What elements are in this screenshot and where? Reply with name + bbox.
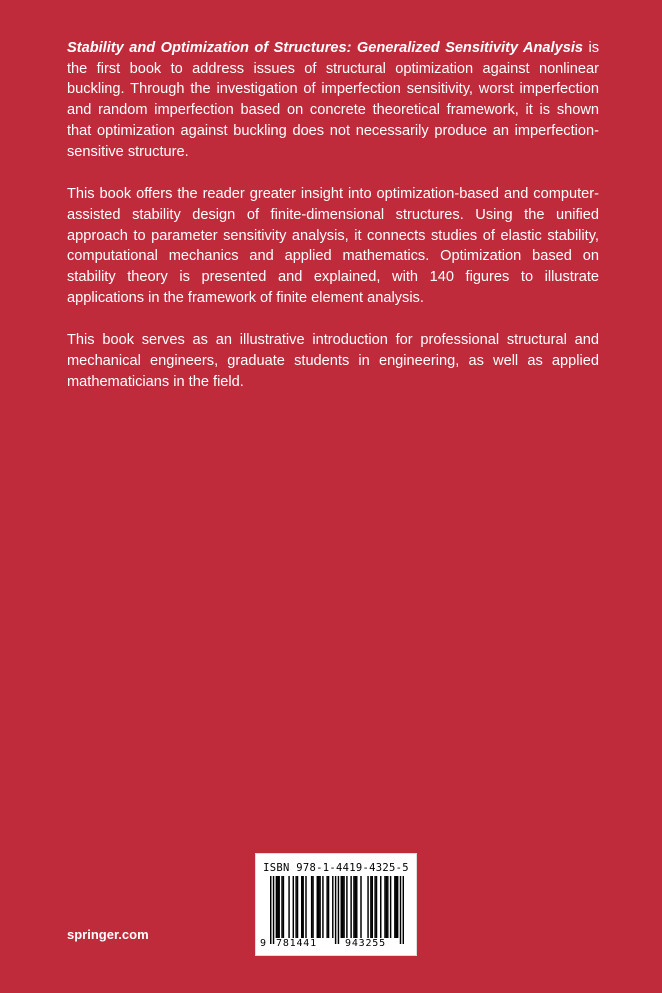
barcode-graphic [270, 876, 404, 944]
barcode-digit-first: 9 [260, 938, 267, 949]
barcode-bar [278, 876, 279, 938]
barcode-bar [302, 876, 303, 938]
barcode-bar [317, 876, 318, 938]
barcode-bar [305, 876, 306, 938]
barcode-bar [328, 876, 329, 938]
barcode-digit-group-1: 781441 [276, 938, 317, 949]
blurb-paragraph-1-body: is the first book to address issues of structural optimization against nonlinear buckling. Through the investigation of imperfection sensitivity, worst imperfection and random imperfection based on concrete theoretical framework, it is shown that optimization against buckling does not necessarily produce an imperfection-sensitive structure. [67, 40, 599, 160]
barcode-bar [338, 876, 339, 944]
barcode-bar [312, 876, 313, 938]
barcode-bar [341, 876, 342, 938]
barcode-bar [400, 876, 401, 944]
barcode-bar [342, 876, 343, 938]
publisher-url: springer.com [67, 927, 149, 942]
barcode-bar [394, 876, 395, 938]
barcode-bar [326, 876, 327, 938]
barcode-bar [355, 876, 356, 938]
barcode-bar [295, 876, 296, 938]
barcode-bar [360, 876, 361, 938]
barcode-bar [390, 876, 391, 938]
barcode-bar [319, 876, 320, 938]
barcode-bar [276, 876, 277, 938]
barcode-bar [277, 876, 278, 938]
barcode-bar [386, 876, 387, 938]
blurb-paragraph-1 [67, 38, 599, 162]
barcode-bar [270, 876, 271, 944]
barcode-bar [380, 876, 381, 938]
barcode-bar [318, 876, 319, 938]
barcode-bar [283, 876, 284, 938]
barcode-bar [350, 876, 351, 938]
blurb-paragraph-2: This book offers the reader greater insight into optimization-based and computer-assisted stability design of finite-dimensional structures. Using the unified approach to parameter sensitivity analysis, it connects studies of elastic stability, computational mechanics and applied mathematics. Optimization based on stability theory is presented and explained, with 140 figures to illustrate applications in the framework of finite element analysis. [67, 186, 599, 306]
barcode-bar [281, 876, 282, 938]
barcode-bar [372, 876, 373, 938]
barcode-bar [346, 876, 347, 938]
barcode-bar [374, 876, 375, 938]
barcode-bar [335, 876, 336, 944]
blurb-paragraph-3: This book serves as an illustrative introduction for professional structural and mechanical engineers, graduate students in engineering, as well as applied mathematicians in the field. [67, 332, 599, 390]
book-title: Stability and Optimization of Structures: Generalized Sensitivity Analysis [67, 40, 584, 56]
barcode-bar [293, 876, 294, 938]
barcode-bar [288, 876, 289, 938]
barcode-bar [297, 876, 298, 938]
barcode-bar [376, 876, 377, 938]
barcode-bar [311, 876, 312, 938]
barcode-bar [397, 876, 398, 938]
barcode-digit-group-2: 943255 [345, 938, 386, 949]
barcode-bar [353, 876, 354, 938]
barcode-bar [356, 876, 357, 938]
barcode-bar [322, 876, 323, 938]
barcode-bar [403, 876, 404, 944]
barcode-bar [384, 876, 385, 938]
blurb-text [67, 38, 599, 415]
barcode-bar [273, 876, 274, 944]
isbn-label: ISBN 978-1-4419-4325-5 [263, 862, 409, 874]
barcode-bar [396, 876, 397, 938]
barcode-bar [301, 876, 302, 938]
isbn-barcode-box [255, 853, 417, 956]
barcode-bar [332, 876, 333, 938]
barcode-bar [367, 876, 368, 938]
barcode-bar [370, 876, 371, 938]
barcode-bar [343, 876, 344, 938]
barcode-bar [387, 876, 388, 938]
